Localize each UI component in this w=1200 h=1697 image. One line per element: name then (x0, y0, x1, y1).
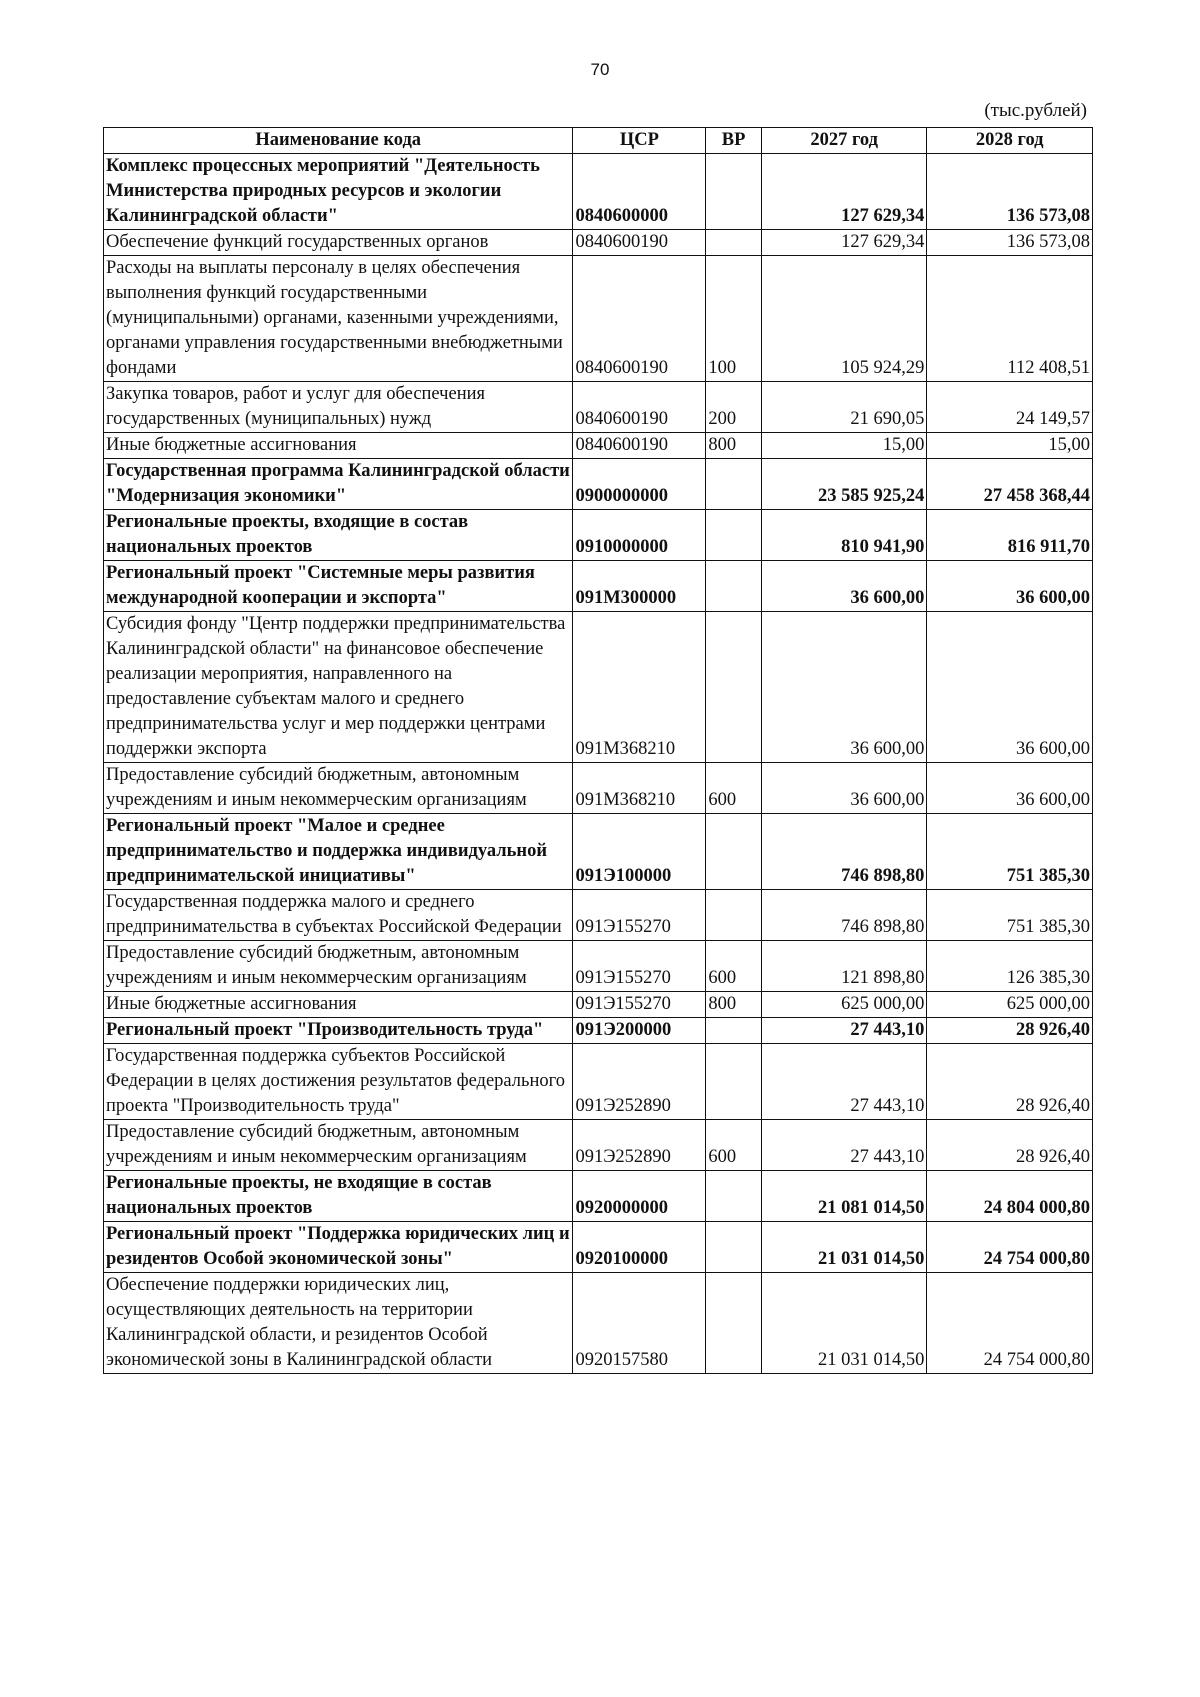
table-row (104, 256, 1093, 382)
table-row (104, 941, 1093, 992)
cell-y2028: 24 754 000,80 (927, 1273, 1093, 1374)
cell-vr: 100 (706, 256, 762, 382)
cell-y2028: 112 408,51 (927, 256, 1093, 382)
cell-name: Предоставление субсидий бюджетным, автономным учреждениям и иным некоммерческим организациям (104, 1120, 573, 1171)
table-row (104, 1120, 1093, 1171)
cell-y2028: 15,00 (927, 433, 1093, 459)
table-row (104, 1222, 1093, 1273)
cell-y2027: 127 629,34 (761, 230, 927, 256)
cell-csr: 091Э200000 (573, 1018, 706, 1044)
cell-vr: 800 (706, 433, 762, 459)
cell-y2027: 21 031 014,50 (761, 1222, 927, 1273)
table-row (104, 1044, 1093, 1120)
header-2028: 2028 год (927, 128, 1093, 154)
cell-vr (706, 890, 762, 941)
cell-name: Региональные проекты, не входящие в состав национальных проектов (104, 1171, 573, 1222)
cell-name: Государственная поддержка малого и среднего предпринимательства в субъектах Российской Федерации (104, 890, 573, 941)
cell-y2027: 121 898,80 (761, 941, 927, 992)
cell-csr: 091Э155270 (573, 890, 706, 941)
cell-y2027: 105 924,29 (761, 256, 927, 382)
cell-y2027: 27 443,10 (761, 1120, 927, 1171)
cell-vr (706, 1044, 762, 1120)
cell-name: Иные бюджетные ассигнования (104, 992, 573, 1018)
cell-csr: 091Э100000 (573, 814, 706, 890)
cell-csr: 0910000000 (573, 510, 706, 561)
cell-y2028: 816 911,70 (927, 510, 1093, 561)
cell-name: Предоставление субсидий бюджетным, автономным учреждениям и иным некоммерческим организациям (104, 763, 573, 814)
cell-vr (706, 510, 762, 561)
cell-vr: 600 (706, 1120, 762, 1171)
table-row (104, 612, 1093, 763)
cell-y2028: 625 000,00 (927, 992, 1093, 1018)
cell-y2028: 28 926,40 (927, 1018, 1093, 1044)
cell-csr: 091Э252890 (573, 1044, 706, 1120)
table-row (104, 1018, 1093, 1044)
cell-y2028: 136 573,08 (927, 230, 1093, 256)
cell-vr (706, 1018, 762, 1044)
table-row (104, 561, 1093, 612)
table-row (104, 1273, 1093, 1374)
cell-y2027: 746 898,80 (761, 814, 927, 890)
cell-y2027: 36 600,00 (761, 612, 927, 763)
cell-y2027: 21 081 014,50 (761, 1171, 927, 1222)
cell-vr (706, 1273, 762, 1374)
cell-vr: 800 (706, 992, 762, 1018)
cell-y2027: 746 898,80 (761, 890, 927, 941)
cell-csr: 091М368210 (573, 612, 706, 763)
cell-vr (706, 612, 762, 763)
cell-y2028: 24 804 000,80 (927, 1171, 1093, 1222)
cell-y2027: 15,00 (761, 433, 927, 459)
cell-csr: 0840600190 (573, 433, 706, 459)
cell-name: Региональный проект "Системные меры развития международной кооперации и экспорта" (104, 561, 573, 612)
header-vr: ВР (706, 128, 762, 154)
header-csr: ЦСР (573, 128, 706, 154)
cell-csr: 0920157580 (573, 1273, 706, 1374)
cell-y2027: 23 585 925,24 (761, 459, 927, 510)
cell-csr: 0920000000 (573, 1171, 706, 1222)
cell-vr (706, 814, 762, 890)
table-row (104, 433, 1093, 459)
cell-y2028: 24 149,57 (927, 382, 1093, 433)
cell-csr: 091Э155270 (573, 941, 706, 992)
budget-table (103, 127, 1093, 1374)
page-number: 70 (590, 60, 610, 79)
cell-name: Региональные проекты, входящие в состав национальных проектов (104, 510, 573, 561)
units-label: (тыс.рублей) (984, 100, 1087, 121)
table-row (104, 459, 1093, 510)
cell-csr: 0840600190 (573, 382, 706, 433)
cell-vr: 200 (706, 382, 762, 433)
table-row (104, 510, 1093, 561)
cell-vr (706, 230, 762, 256)
cell-name: Региональный проект "Поддержка юридических лиц и резидентов Особой экономической зоны" (104, 1222, 573, 1273)
cell-vr (706, 561, 762, 612)
cell-y2028: 36 600,00 (927, 763, 1093, 814)
table-row (104, 382, 1093, 433)
cell-y2027: 27 443,10 (761, 1044, 927, 1120)
cell-y2027: 21 031 014,50 (761, 1273, 927, 1374)
cell-csr: 0840600000 (573, 154, 706, 230)
cell-name: Иные бюджетные ассигнования (104, 433, 573, 459)
cell-y2028: 36 600,00 (927, 612, 1093, 763)
cell-y2028: 24 754 000,80 (927, 1222, 1093, 1273)
cell-y2027: 625 000,00 (761, 992, 927, 1018)
cell-csr: 091Э252890 (573, 1120, 706, 1171)
cell-name: Государственная программа Калининградской области "Модернизация экономики" (104, 459, 573, 510)
table-row (104, 154, 1093, 230)
cell-name: Региональный проект "Производительность труда" (104, 1018, 573, 1044)
cell-csr: 0900000000 (573, 459, 706, 510)
cell-y2028: 27 458 368,44 (927, 459, 1093, 510)
table-row (104, 814, 1093, 890)
table-row (104, 992, 1093, 1018)
header-2027: 2027 год (761, 128, 927, 154)
cell-vr (706, 459, 762, 510)
cell-csr: 0920100000 (573, 1222, 706, 1273)
cell-name: Закупка товаров, работ и услуг для обеспечения государственных (муниципальных) нужд (104, 382, 573, 433)
cell-vr (706, 1171, 762, 1222)
cell-y2028: 28 926,40 (927, 1120, 1093, 1171)
cell-name: Расходы на выплаты персоналу в целях обеспечения выполнения функций государственными (муниципальными) органами, казенными учреждениями, органами управления государственными внебюджетными фондами (104, 256, 573, 382)
cell-y2027: 36 600,00 (761, 763, 927, 814)
cell-y2028: 751 385,30 (927, 814, 1093, 890)
table-row (104, 230, 1093, 256)
cell-vr: 600 (706, 941, 762, 992)
cell-y2027: 810 941,90 (761, 510, 927, 561)
cell-csr: 091Э155270 (573, 992, 706, 1018)
cell-name: Региональный проект "Малое и среднее предпринимательство и поддержка индивидуальной предпринимательской инициативы" (104, 814, 573, 890)
header-name: Наименование кода (104, 128, 573, 154)
table-row (104, 1171, 1093, 1222)
cell-vr (706, 154, 762, 230)
cell-name: Обеспечение поддержки юридических лиц, осуществляющих деятельность на территории Калининградской области, и резидентов Особой экономической зоны в Калининградской области (104, 1273, 573, 1374)
cell-y2028: 126 385,30 (927, 941, 1093, 992)
cell-y2028: 751 385,30 (927, 890, 1093, 941)
cell-name: Обеспечение функций государственных органов (104, 230, 573, 256)
cell-y2027: 27 443,10 (761, 1018, 927, 1044)
cell-y2027: 21 690,05 (761, 382, 927, 433)
table-row (104, 890, 1093, 941)
cell-y2028: 28 926,40 (927, 1044, 1093, 1120)
cell-name: Субсидия фонду "Центр поддержки предпринимательства Калининградской области" на финансовое обеспечение реализации мероприятия, направленного на предоставление субъектам малого и среднего предпринимательства услуг и мер поддержки центрами поддержки экспорта (104, 612, 573, 763)
cell-y2027: 127 629,34 (761, 154, 927, 230)
cell-y2027: 36 600,00 (761, 561, 927, 612)
cell-csr: 091М368210 (573, 763, 706, 814)
cell-vr: 600 (706, 763, 762, 814)
cell-y2028: 36 600,00 (927, 561, 1093, 612)
cell-name: Комплекс процессных мероприятий "Деятельность Министерства природных ресурсов и экологии Калининградской области" (104, 154, 573, 230)
cell-csr: 0840600190 (573, 230, 706, 256)
table-header-row (104, 128, 1093, 154)
cell-vr (706, 1222, 762, 1273)
cell-y2028: 136 573,08 (927, 154, 1093, 230)
cell-csr: 091М300000 (573, 561, 706, 612)
table-row (104, 763, 1093, 814)
cell-name: Предоставление субсидий бюджетным, автономным учреждениям и иным некоммерческим организациям (104, 941, 573, 992)
table-body (104, 154, 1093, 1374)
cell-name: Государственная поддержка субъектов Российской Федерации в целях достижения результатов федерального проекта "Производительность труда" (104, 1044, 573, 1120)
cell-csr: 0840600190 (573, 256, 706, 382)
